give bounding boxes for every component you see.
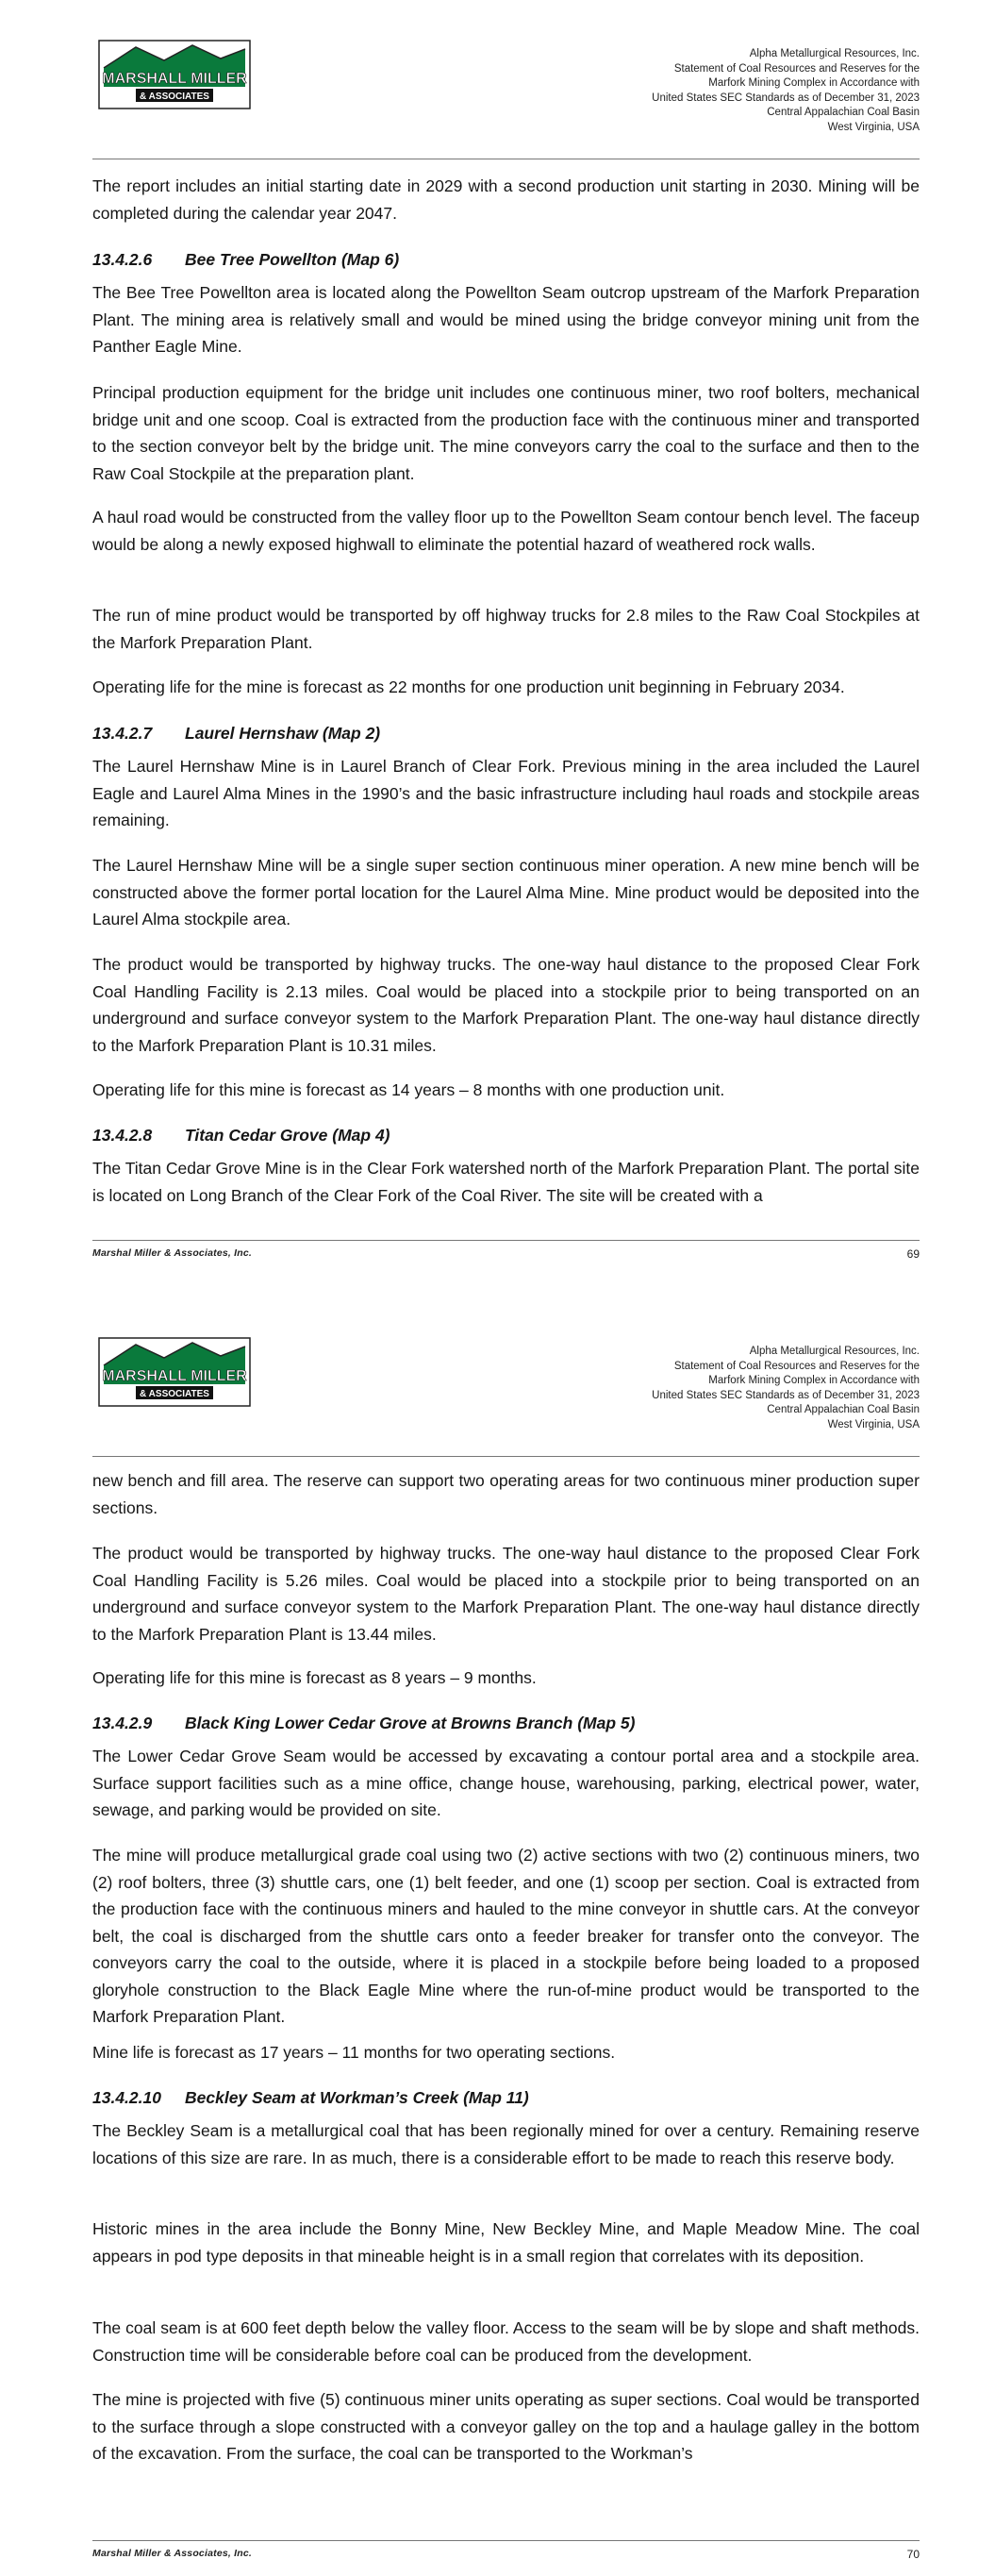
section-heading-13-4-2-6: [92, 247, 920, 272]
paragraph: Principal production equipment for the bridge unit includes one continuous miner, two roof bolters, mechanical bridge unit and one scoop. Coal is extracted from the production face with the continuous miner and transported to the section conveyor belt by the bridge unit. The mine conveyors carry the coal to the surface and then to the Raw Coal Stockpile at the preparation plant.: [92, 383, 920, 483]
section-title: Bee Tree Powellton (Map 6): [185, 250, 400, 269]
svg-text:& ASSOCIATES: & ASSOCIATES: [140, 92, 209, 102]
section-number: 13.4.2.10: [92, 2088, 161, 2107]
paragraph: The product would be transported by highway trucks. The one-way haul distance to the proposed Clear Fork Coal Handling Facility is 5.26 miles. Coal would be placed into a stockpile prior to being transported on an underground and surface conveyor system to the Marfork Preparation Plant. The one-way haul distance directly to the Marfork Preparation Plant is 13.44 miles.: [92, 1544, 920, 1644]
paragraph-block: [92, 753, 920, 834]
paragraph: Operating life for the mine is forecast as 22 months for one production unit beginning in February 2034.: [92, 677, 845, 696]
header-divider: [92, 1456, 920, 1457]
paragraph: Operating life for this mine is forecast as 14 years – 8 months with one production unit.: [92, 1080, 725, 1099]
section-number: 13.4.2.9: [92, 1714, 153, 1732]
paragraph: The mine will produce metallurgical grade coal using two (2) active sections with two (2) continuous miners, two (2) roof bolters, three (3) shuttle cars, one (1) belt feeder, and one (1) scoop per section. Coal is extracted from the production face with the continuous miners and hauled to the mine conveyor in shuttle cars. At the conveyor belt, the coal is discharged from the shuttle cars onto a feeder breaker for transfer onto the conveyor. The conveyors carry the coal to the outside, where it is placed in a stockpile before being loaded to a proposed gloryhole construction to the Black Eagle Mine where the run-of-mine product would be transported to the Marfork Preparation Plant.: [92, 1846, 920, 2026]
page-number: 70: [906, 2548, 920, 2561]
header-line: Statement of Coal Resources and Reserves for the: [673, 62, 920, 75]
paragraph-block: [92, 279, 920, 360]
intro-paragraph-block: [92, 173, 920, 226]
paragraph-block: [92, 379, 920, 487]
section-heading-13-4-2-10: [92, 2085, 920, 2110]
header-line: Statement of Coal Resources and Reserves for the: [673, 1360, 920, 1372]
section-title: Laurel Hernshaw (Map 2): [185, 724, 381, 743]
section-number: 13.4.2.7: [92, 724, 153, 743]
svg-text:MARSHALL MILLER: MARSHALL MILLER: [102, 1368, 247, 1384]
footer-divider: [92, 2540, 920, 2541]
paragraph: The Laurel Hernshaw Mine is in Laurel Branch of Clear Fork. Previous mining in the area included the Laurel Eagle and Laurel Alma Mines in the 1990’s and the basic infrastructure including haul roads and stockpile areas remaining.: [92, 757, 920, 829]
header-line: Alpha Metallurgical Resources, Inc.: [749, 1346, 920, 1357]
paragraph-block: [92, 1664, 920, 1692]
paragraph: Operating life for this mine is forecast as 8 years – 9 months.: [92, 1668, 537, 1687]
page-70: [0, 1316, 995, 2576]
paragraph-block: [92, 2117, 920, 2171]
footer-company: Marshal Miller & Associates, Inc.: [92, 1247, 253, 1259]
paragraph-block: [92, 852, 920, 933]
paragraph-block: [92, 2039, 920, 2066]
paragraph: Historic mines in the area include the Bonny Mine, New Beckley Mine, and Maple Meadow Mine. The coal appears in pod type deposits in that mineable height is in a small region that correlates with its deposition.: [92, 2219, 920, 2266]
paragraph-block: [92, 951, 920, 1059]
section-number: 13.4.2.8: [92, 1126, 153, 1145]
paragraph-block: [92, 1077, 920, 1104]
header-line: Central Appalachian Coal Basin: [767, 107, 920, 118]
paragraph: The Lower Cedar Grove Seam would be accessed by excavating a contour portal area and a stockpile area. Surface support facilities such as a mine office, change house, warehousing, parking, electrical power, water, sewage, and parking would be provided on site.: [92, 1747, 920, 1819]
section-heading-13-4-2-9: [92, 1711, 920, 1735]
paragraph: Mine life is forecast as 17 years – 11 months for two operating sections.: [92, 2043, 616, 2062]
paragraph-block: [92, 504, 920, 558]
section-heading-13-4-2-8: [92, 1123, 920, 1147]
paragraph-block: [92, 1155, 920, 1209]
paragraph: The mine is projected with five (5) continuous miner units operating as super sections. Coal would be transported to the surface through a slope constructed with a conveyor galley on the top and a haulage galley in the bottom of the excavation. From the surface, the coal can be transported to the Workman’s: [92, 2390, 920, 2463]
paragraph-block: [92, 1842, 920, 2031]
paragraph-block: [92, 1743, 920, 1824]
paragraph-block: [92, 674, 920, 701]
header-line: West Virginia, USA: [827, 121, 920, 133]
paragraph-block: [92, 2216, 920, 2269]
header-line: Central Appalachian Coal Basin: [767, 1404, 920, 1415]
svg-text:& ASSOCIATES: & ASSOCIATES: [140, 1389, 209, 1399]
header-line: West Virginia, USA: [827, 1418, 920, 1430]
header-line: Alpha Metallurgical Resources, Inc.: [749, 48, 920, 59]
paragraph-block: [92, 1540, 920, 1648]
paragraph: The Titan Cedar Grove Mine is in the Clear Fork watershed north of the Marfork Preparation Plant. The portal site is located on Long Branch of the Clear Fork of the Coal River. The site will be created with a: [92, 1159, 920, 1205]
paragraph: The product would be transported by highway trucks. The one-way haul distance to the proposed Clear Fork Coal Handling Facility is 2.13 miles. Coal would be placed into a stockpile prior to being transported on an underground and surface conveyor system to the Marfork Preparation Plant. The one-way haul distance directly to the Marfork Preparation Plant is 10.31 miles.: [92, 955, 920, 1055]
header-line: Marfork Mining Complex in Accordance with: [708, 1375, 920, 1386]
paragraph: A haul road would be constructed from the valley floor up to the Powellton Seam contour bench level. The faceup would be along a newly exposed highwall to eliminate the potential hazard of weathered rock walls.: [92, 508, 920, 554]
marshall-miller-logo: [98, 40, 251, 109]
header-line: United States SEC Standards as of December 31, 2023: [652, 1389, 920, 1401]
marshall-miller-logo: [98, 1337, 251, 1407]
paragraph: The coal seam is at 600 feet depth below the valley floor. Access to the seam will be by slope and shaft methods. Construction time will be considerable before coal can be produced from the development.: [92, 2318, 920, 2365]
section-number: 13.4.2.6: [92, 250, 153, 269]
paragraph: The run of mine product would be transported by off highway trucks for 2.8 miles to the Raw Coal Stockpiles at the Marfork Preparation Plant.: [92, 606, 920, 652]
header-line: Marfork Mining Complex in Accordance with: [708, 77, 920, 89]
paragraph: The Bee Tree Powellton area is located along the Powellton Seam outcrop upstream of the Marfork Preparation Plant. The mining area is relatively small and would be mined using the bridge conveyor mining unit from the Panther Eagle Mine.: [92, 283, 920, 356]
page-number: 69: [906, 1247, 920, 1261]
paragraph-block: [92, 2386, 920, 2467]
header-text: [652, 47, 920, 135]
footer-company: Marshal Miller & Associates, Inc.: [92, 2548, 253, 2559]
svg-text:MARSHALL MILLER: MARSHALL MILLER: [102, 71, 247, 87]
header-line: United States SEC Standards as of December 31, 2023: [652, 92, 920, 104]
section-heading-13-4-2-7: [92, 721, 920, 745]
paragraph: The report includes an initial starting date in 2029 with a second production unit starting in 2030. Mining will be completed during the calendar year 2047.: [92, 176, 920, 223]
paragraph: new bench and fill area. The reserve can support two operating areas for two continuous miner production super sections.: [92, 1471, 920, 1517]
paragraph: The Laurel Hernshaw Mine will be a single super section continuous miner operation. A new mine bench will be constructed above the former portal location for the Laurel Alma Mine. Mine product would be deposited into the Laurel Alma stockpile area.: [92, 856, 920, 928]
section-title: Titan Cedar Grove (Map 4): [185, 1126, 390, 1145]
section-title: Black King Lower Cedar Grove at Browns Branch (Map 5): [185, 1714, 636, 1732]
paragraph: The Beckley Seam is a metallurgical coal that has been regionally mined for over a century. Remaining reserve locations of this size are rare. In as much, there is a considerable effort to be made to reach this reserve body.: [92, 2121, 920, 2167]
paragraph-block: [92, 2315, 920, 2368]
paragraph-block: [92, 602, 920, 656]
section-title: Beckley Seam at Workman’s Creek (Map 11): [185, 2088, 529, 2107]
header-text: [652, 1345, 920, 1432]
footer-divider: [92, 1240, 920, 1241]
paragraph-block: [92, 1467, 920, 1521]
